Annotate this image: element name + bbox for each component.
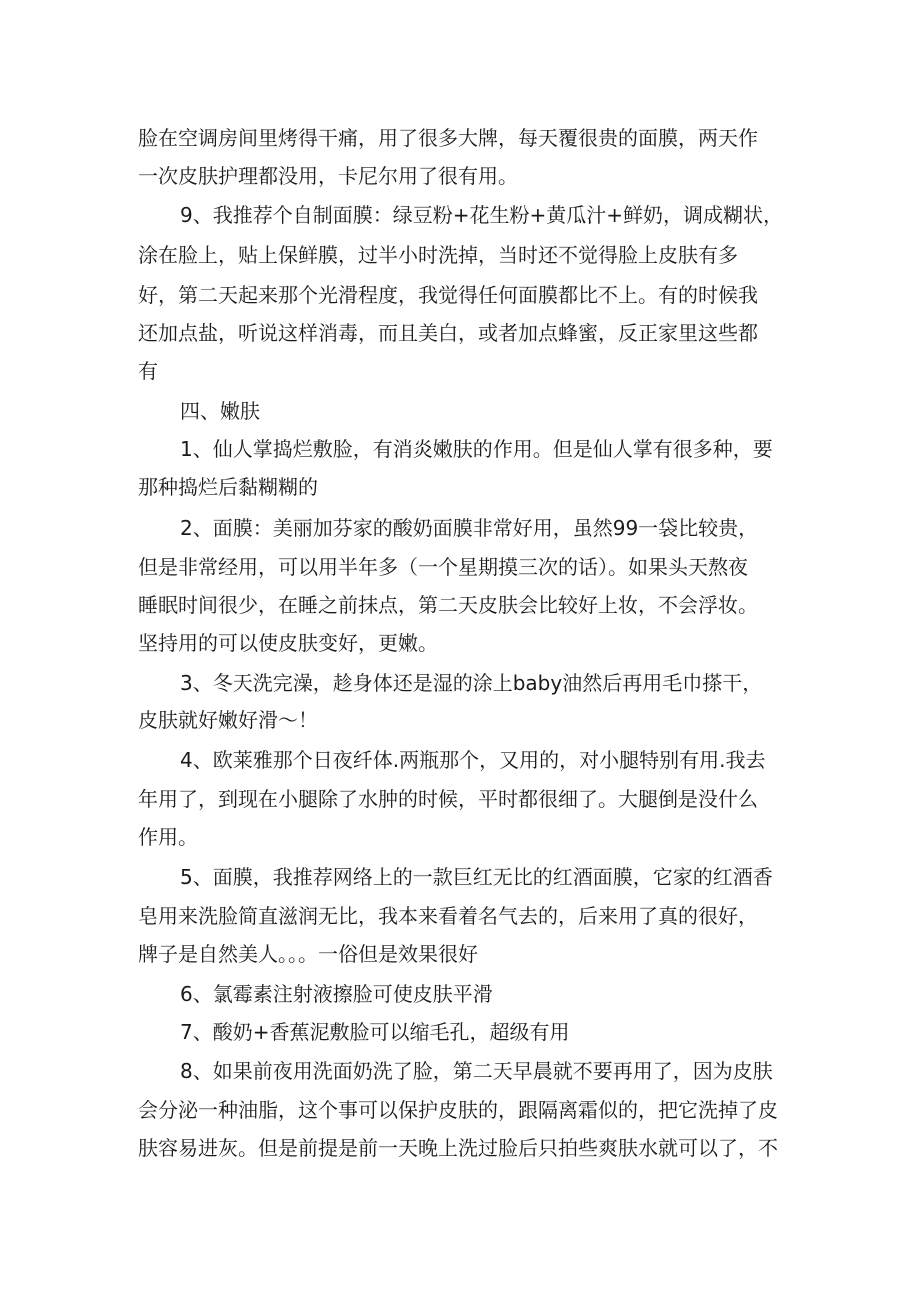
text-line: 涂在脸上，贴上保鲜膜，过半小时洗掉，当时还不觉得脸上皮肤有多 [138, 243, 738, 267]
text-line: 5、面膜，我推荐网络上的一款巨红无比的红酒面膜，它家的红酒香 [180, 865, 773, 889]
text-line: 9、我推荐个自制面膜：绿豆粉+花生粉+黄瓜汁+鲜奶，调成糊状， [180, 203, 783, 227]
text-line: 4、欧莱雅那个日夜纤体.两瓶那个，又用的，对小腿特别有用.我去 [180, 748, 766, 772]
text-line: 3、冬天洗完澡，趁身体还是湿的涂上baby油然后再用毛巾搽干， [180, 671, 763, 695]
text-line: 会分泌一种油脂，这个事可以保护皮肤的，跟隔离霜似的，把它洗掉了皮 [138, 1098, 778, 1122]
text-line: 坚持用的可以使皮肤变好，更嫩。 [138, 631, 438, 655]
text-line: 那种捣烂后黏糊糊的 [138, 475, 318, 499]
text-line: 7、酸奶+香蕉泥敷脸可以缩毛孔，超级有用 [180, 1020, 570, 1044]
text-line: 牌子是自然美人。。。一俗但是效果很好 [138, 942, 478, 966]
text-line: 作用。 [138, 825, 198, 849]
text-line: 8、如果前夜用洗面奶洗了脸，第二天早晨就不要再用了，因为皮肤 [180, 1059, 773, 1083]
text-line: 年用了，到现在小腿除了水肿的时候，平时都很细了。大腿倒是没什么 [138, 787, 758, 811]
text-line: 还加点盐，听说这样消毒，而且美白，或者加点蜂蜜，反正家里这些都 [138, 321, 758, 345]
text-line: 脸在空调房间里烤得干痛，用了很多大牌，每天覆很贵的面膜，两天作 [138, 126, 758, 150]
section-heading: 四、嫩肤 [180, 399, 260, 423]
text-line: 肤容易进灰。但是前提是前一天晚上洗过脸后只拍些爽肤水就可以了，不 [138, 1136, 778, 1160]
text-line: 皂用来洗脸简直滋润无比，我本来看着名气去的，后来用了真的很好， [138, 904, 758, 928]
text-line: 6、氯霉素注射液擦脸可使皮肤平滑 [180, 982, 493, 1006]
text-line: 睡眠时间很少，在睡之前抹点，第二天皮肤会比较好上妆，不会浮妆。 [138, 593, 758, 617]
text-line: 但是非常经用，可以用半年多（一个星期摸三次的话）。如果头天熬夜 [138, 555, 748, 579]
text-line: 皮肤就好嫩好滑～！ [138, 708, 318, 732]
text-line: 好，第二天起来那个光滑程度，我觉得任何面膜都比不上。有的时候我 [138, 283, 758, 307]
text-line: 2、面膜：美丽加芬家的酸奶面膜非常好用，虽然99一袋比较贵， [180, 516, 759, 540]
text-line: 1、仙人掌捣烂敷脸，有消炎嫩肤的作用。但是仙人掌有很多种，要 [180, 437, 773, 461]
text-line: 有 [138, 359, 158, 383]
text-line: 一次皮肤护理都没用，卡尼尔用了很有用。 [138, 164, 518, 188]
